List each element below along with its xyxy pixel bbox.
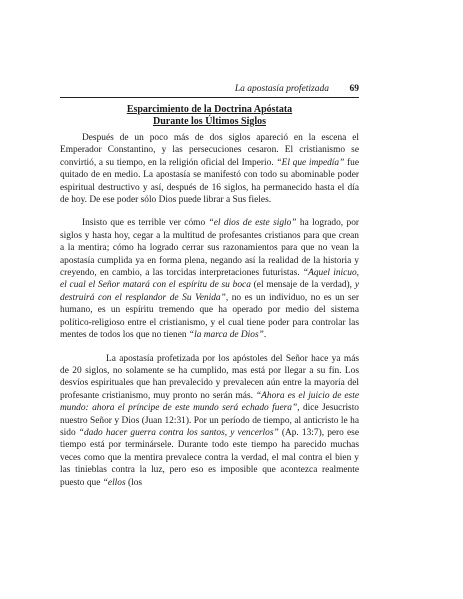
header-rule: [60, 97, 359, 98]
paragraph-1: [60, 132, 359, 206]
paragraph-3: [60, 353, 359, 489]
text-run: Insisto que es terrible ver cómo: [82, 218, 209, 229]
text-run: (Ap. 13:7), pero ese tiempo está por terminársele. Durante todo este tiempo ha parecido muchas veces como que la mentira prevalece contra la verdad, el mal contra el bien y las tinieblas contra la luz, pero eso es imposible que acontezca realmente puesto que: [60, 427, 359, 488]
page-number: 69: [349, 84, 359, 94]
quote-run: “El que impedía”: [276, 157, 345, 168]
text-run: .: [263, 330, 267, 341]
quote-run: “ellos: [102, 477, 126, 488]
text-run: (el mensaje de la verdad),: [250, 280, 355, 291]
section-heading-line-1: Esparcimiento de la Doctrina Apóstata: [126, 104, 293, 115]
text-run: ha logrado, por siglos y hasta hoy, cegar a la multitud de profesantes cristianos para que crean a la mentira; cómo ha logrado cerrar sus razonamientos para que no vean la apostasía cumplida ya en forma plena, negando así la realidad de la historia y creyendo, en cambio, a las torcidas interpretaciones futuristas.: [60, 218, 360, 279]
text-run: (los: [125, 477, 143, 488]
quote-run: “la marca de Dios”: [188, 330, 264, 341]
quote-run: “dado hacer guerra contra los santos, y vencerlos”: [78, 427, 279, 438]
text-run: , no es un individuo, no es un ser humano, es un espíritu tremendo que ha operado por medio del sistema político-religioso entre el cristianismo, y el cual tiene poder para controlar las mentes de todos los que no tienen: [60, 292, 359, 341]
running-header: [60, 84, 359, 98]
paragraph-2: [60, 217, 359, 341]
text-run: La apostasía profetizada por los apóstoles del Señor hace ya más de 20 siglos, no solamente se ha cumplido, mas está por llegar a su fin. Los desvíos espirituales que han prevalecido y prevalecen aún entre la mayoría del profesante cristianismo, muy pronto no serán más.: [60, 353, 359, 401]
running-title: La apostasía profetizada: [234, 84, 329, 94]
section-heading-line-2: Durante los Últimos Siglos: [152, 116, 267, 127]
text-run: , dice Jesucristo nuestro Señor y Dios (Juan 12:31). Por un período de tiempo, al anticristo le ha sido: [60, 403, 359, 438]
quote-run: “Ahora es el juicio de este mundo: ahora el príncipe de este mundo será echado fuera”: [60, 390, 359, 414]
quote-run: “el dios de este siglo”: [208, 218, 297, 229]
section-heading: [60, 104, 359, 128]
quote-run: “Aquel inicuo, el cual el Señor matará con el espíritu de su boca: [60, 268, 360, 291]
text-run: Después de un poco más de dos siglos apareció en la escena el Emperador Constantino, y las persecuciones cesaron. El cristianismo se convirtió, a su tiempo, en la religión oficial del Imperio.: [60, 133, 359, 168]
quote-run: y destruirá con el resplandor de Su Venida”: [60, 280, 359, 303]
text-run: fue quitado de en medio. La apostasía se manifestó con todo su abominable poder espiritual destructivo y así, después de 16 siglos, ha permanecido hasta el día de hoy. De ese poder sólo Dios puede librar a Sus fieles.: [60, 157, 359, 206]
body-text: [60, 132, 359, 500]
